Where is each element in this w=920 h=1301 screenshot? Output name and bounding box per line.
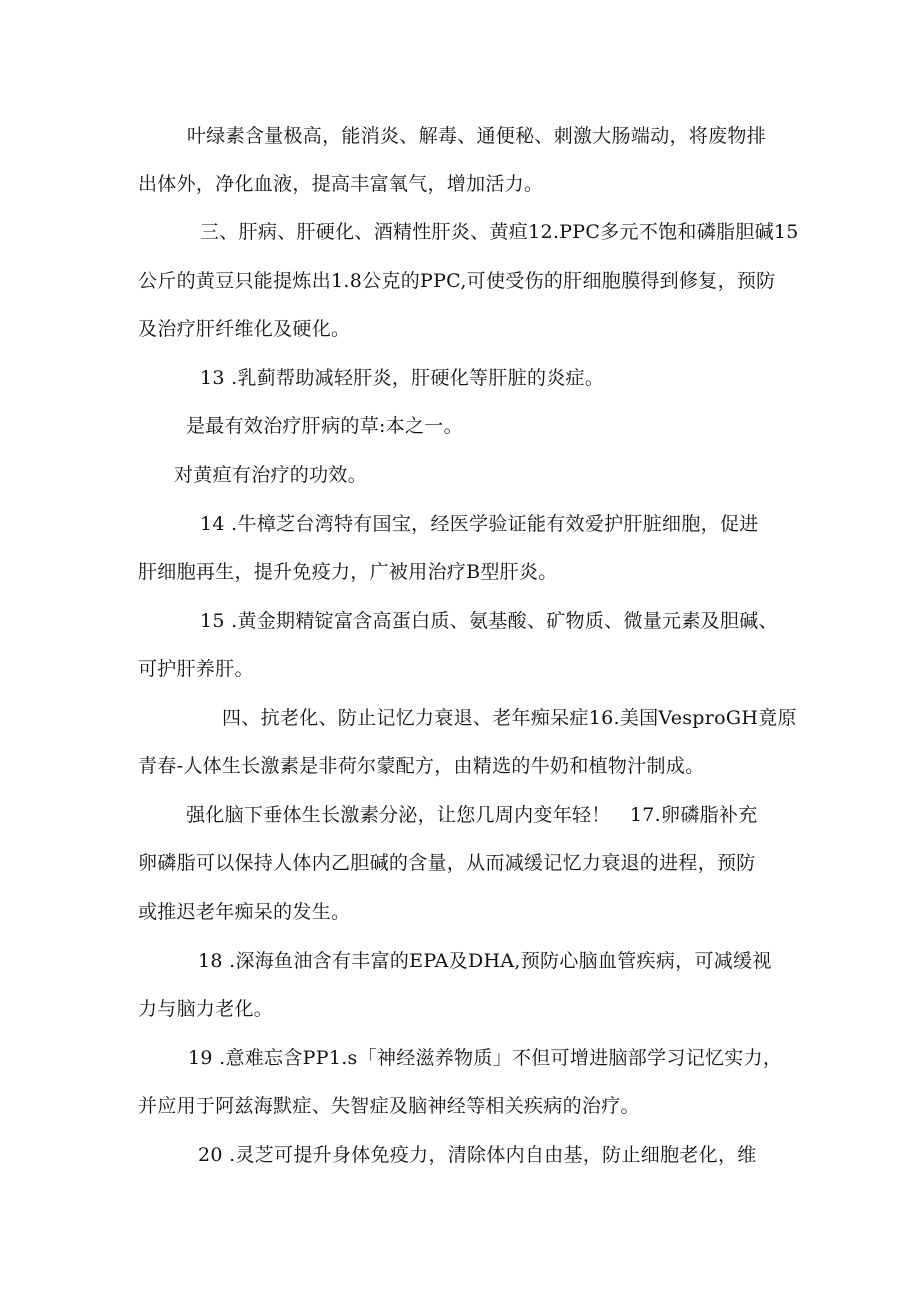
text-line: 是最有效治疗肝病的草:本之一。 [186,415,463,437]
text-line: 14 .牛樟芝台湾特有国宝，经医学验证能有效爱护肝脏细胞，促进 [200,513,759,535]
text-line: 并应用于阿兹海默症、失智症及脑神经等相关疾病的治疗。 [138,1095,640,1117]
text-line: 或推迟老年痴呆的发生。 [138,901,351,923]
text-line: 力与脑力老化。 [138,998,274,1020]
text-line: 出体外，净化血液，提高丰富氧气，增加活力。 [138,173,544,195]
text-line: 三、肝病、肝硬化、酒精性肝炎、黄疸12.PPC多元不饱和磷脂胆碱15 [200,221,799,243]
text-line: 公斤的黄豆只能提炼出1.8公克的PPC,可使受伤的肝细胞膜得到修复，预防 [138,270,776,292]
text-line: 19 .意难忘含PP1.s「神经滋养物质」不但可增进脑部学习记忆实力， [188,1047,783,1069]
text-line: 强化脑下垂体生长激素分泌，让您几周内变年轻！ 17.卵磷脂补充 [186,804,758,826]
text-line: 及治疗肝纤维化及硬化。 [138,318,351,340]
text-line: 13 .乳蓟帮助减轻肝炎，肝硬化等肝脏的炎症。 [200,367,605,389]
text-line: 肝细胞再生，提升免疫力，广被用治疗B型肝炎。 [138,561,558,583]
text-line: 对黄疸有治疗的功效。 [174,464,368,486]
text-line: 20 .灵芝可提升身体免疫力，清除体内自由基，防止细胞老化，维 [198,1144,757,1166]
text-line: 青春-人体生长激素是非荷尔蒙配方，由精选的牛奶和植物汁制成。 [138,755,705,777]
text-line: 四、抗老化、防止记忆力衰退、老年痴呆症16.美国VesproGH竟原 [222,707,797,729]
text-line: 卵磷脂可以保持人体内乙胆碱的含量，从而减缓记忆力衰退的进程，预防 [138,852,756,874]
text-line: 15 .黄金期精锭富含高蛋白质、氨基酸、矿物质、微量元素及胆碱、 [200,610,778,632]
text-line: 18 .深海鱼油含有丰富的EPA及DHA,预防心脑血管疾病，可减缓视 [198,950,772,972]
text-line: 可护肝养肝。 [138,658,254,680]
text-line: 叶绿素含量极高，能消炎、解毒、通便秘、刺激大肠端动，将废物排 [187,125,767,147]
